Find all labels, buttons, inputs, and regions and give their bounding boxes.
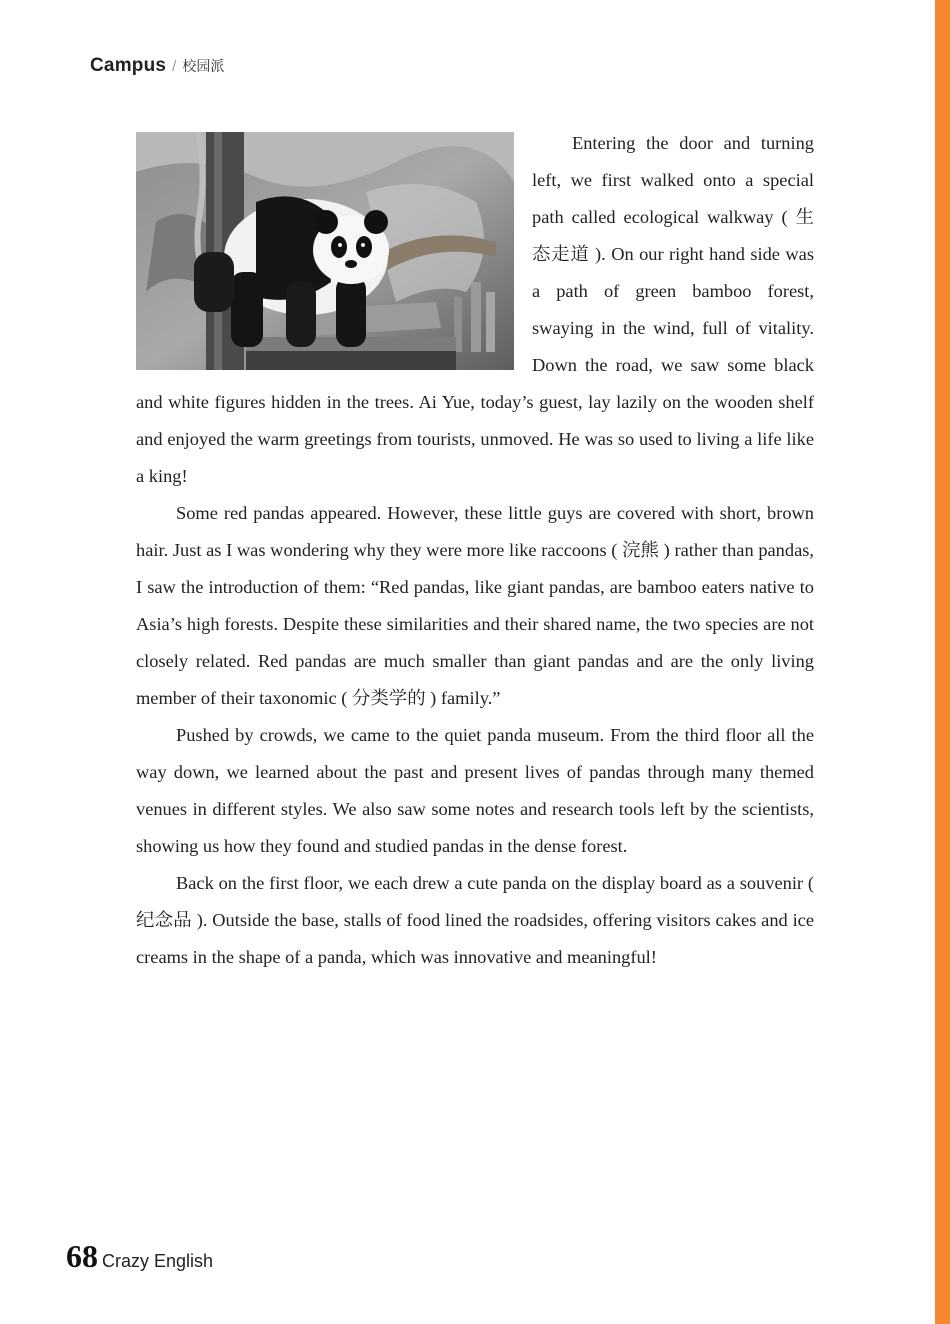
side-accent-stripe	[935, 0, 950, 1324]
header-separator: /	[172, 58, 177, 75]
article-body	[136, 125, 814, 976]
page-footer	[66, 1238, 213, 1275]
paragraph-2: Some red pandas appeared. However, these little guys are covered with short, brown hair. Just as I was wondering why they were more like raccoons ( 浣熊 ) rather than pandas, I saw the introduction of them: “Red pandas, like giant pandas, are bamboo eaters native to Asia’s high forests. Despite these similarities and their shared name, the two species are not closely related. Red pandas are much smaller than giant pandas and are the only living member of their taxonomic ( 分类学的 ) family.”	[136, 503, 814, 708]
section-title: Campus	[90, 55, 167, 76]
page-number: 68	[66, 1238, 98, 1274]
page-header	[90, 55, 224, 77]
paragraph-4: Back on the first floor, we each drew a cute panda on the display board as a souvenir ( 纪念品 ). Outside the base, stalls of food lined the roadsides, offering visitors cakes and ice creams in the shape of a panda, which was innovative and meaningful!	[136, 873, 814, 967]
paragraph-1: Entering the door and turning left, we first walked onto a special path called ecological walkway ( 生态走道 ). On our right hand side was a path of green bamboo forest, swaying in the wind, full of vitality. Down the road, we saw some black and white figures hidden in the trees. Ai Yue, today’s guest, lay lazily on the wooden shelf and enjoyed the warm greetings from tourists, unmoved. He was so used to living a life like a king!	[136, 133, 814, 486]
panda-photo	[136, 132, 514, 370]
magazine-name: Crazy English	[102, 1251, 214, 1271]
section-subtitle: 校园派	[182, 58, 225, 74]
panda-photo-illustration	[136, 132, 514, 370]
paragraph-3: Pushed by crowds, we came to the quiet panda museum. From the third floor all the way down, we learned about the past and present lives of pandas through many themed venues in different styles. We also saw some notes and research tools left by the scientists, showing us how they found and studied pandas in the dense forest.	[136, 725, 814, 856]
